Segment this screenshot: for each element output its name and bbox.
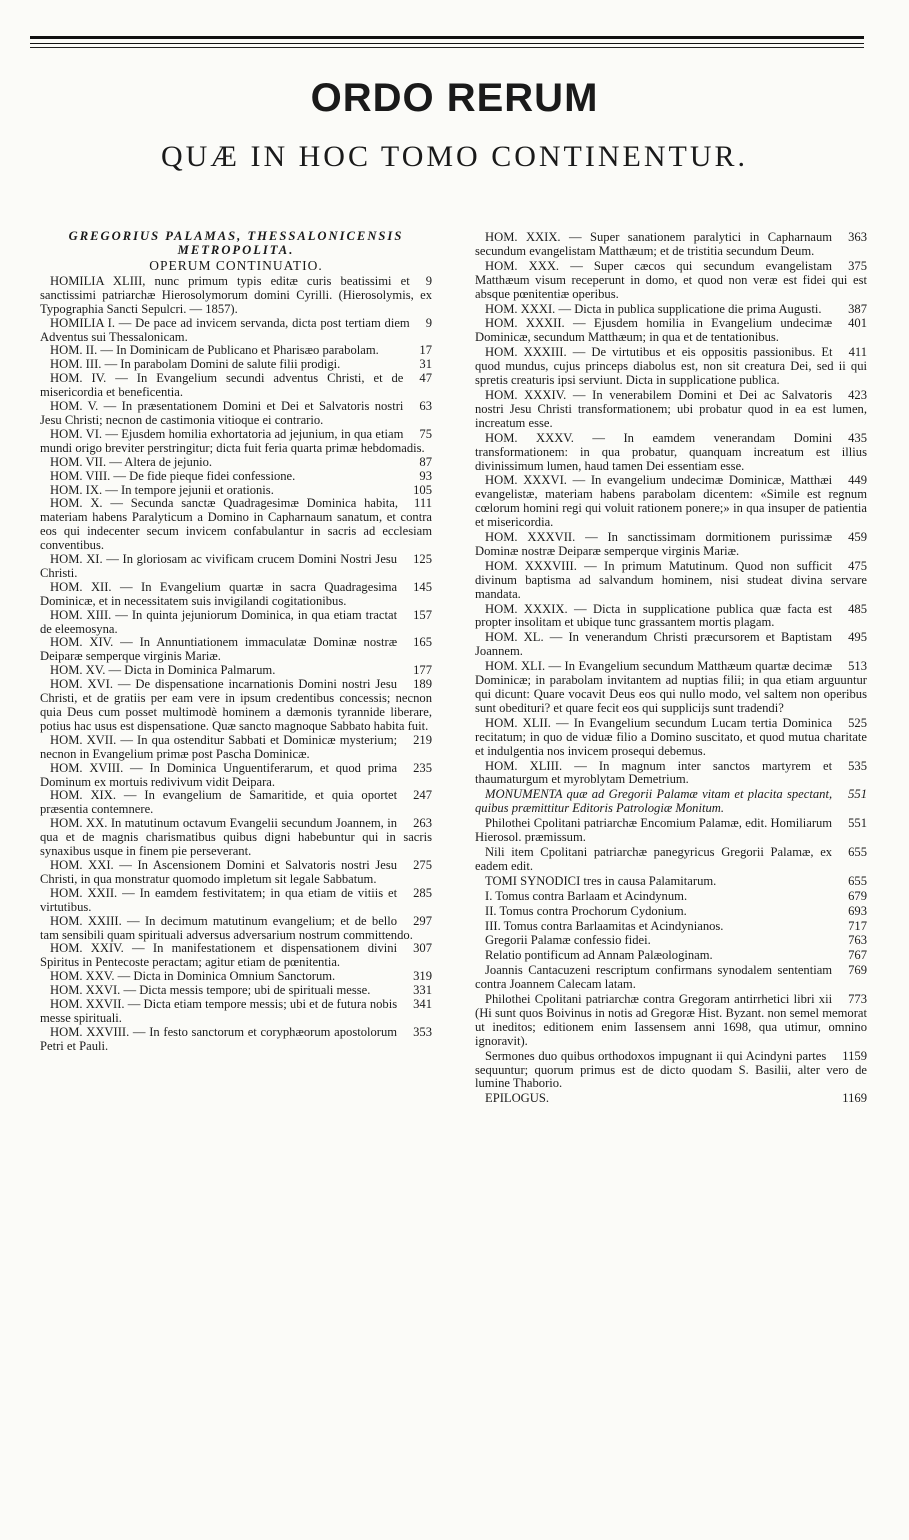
toc-entry-text: HOM. XXI. — In Ascensionem Domini et Salvatoris nostri Jesu Christi, in qua monstratur quomodo impletum sit legale Sabbatum. bbox=[40, 857, 398, 886]
toc-entry-text: HOM. XIV. — In Annuntiationem immaculatæ Dominæ nostræ Deiparæ semperque virginis Mariæ. bbox=[40, 635, 398, 664]
toc-entry bbox=[475, 531, 867, 559]
toc-page-number: 93 bbox=[419, 468, 432, 483]
toc-entry bbox=[40, 275, 432, 317]
toc-page-number: 387 bbox=[848, 301, 867, 316]
toc-entry bbox=[475, 717, 867, 759]
toc-entry bbox=[40, 400, 432, 428]
toc-page-number: 165 bbox=[413, 635, 432, 650]
toc-page-number: 375 bbox=[848, 258, 867, 273]
toc-entry bbox=[40, 678, 432, 734]
toc-entry-text: HOM. XXXIV. — In venerabilem Domini et Dei ac Salvatoris nostri Jesu Christi transformationem; ubi probatur quod in ea est lumen, increatum esse. bbox=[475, 387, 867, 430]
toc-entry bbox=[40, 664, 432, 678]
toc-page-number: 459 bbox=[848, 530, 867, 545]
toc-page-number: 9 bbox=[425, 315, 432, 330]
toc-page-number: 679 bbox=[848, 888, 867, 903]
toc-page-number: 513 bbox=[848, 659, 867, 674]
toc-entry-text: HOMILIA XLIII, nunc primum typis editæ curis beatissimi et sanctissimi patriarchæ Hierosolymorum domini Cyrilli. (Hierosolymis, ex Typographia Sancti Sepulcri. — 1857). bbox=[40, 273, 432, 316]
toc-entry-text: Joannis Cantacuzeni rescriptum confirmans synodalem sententiam contra Joannem Calecam latam. bbox=[475, 963, 833, 992]
toc-entry bbox=[475, 317, 867, 345]
toc-page-number: 263 bbox=[413, 816, 432, 831]
toc-entry-text: HOM. XXXVII. — In sanctissimam dormitionem purissimæ Dominæ nostræ Deiparæ semperque virginis Mariæ. bbox=[475, 530, 833, 558]
toc-entry bbox=[475, 760, 867, 788]
toc-entry-text: HOM. XXX. — Super cæcos qui secundum evangelistam Matthæum visum receperunt in domo, et quod non veræ est fidei qui est absque pœnitentiæ operibus. bbox=[475, 258, 867, 301]
toc-page-number: 401 bbox=[848, 316, 867, 331]
toc-entry-text: HOM. XL. — In venerandum Christi præcursorem et Baptistam Joannem. bbox=[475, 630, 833, 659]
toc-entry-text: EPILOGUS. bbox=[485, 1091, 550, 1106]
toc-entry-text: Philothei Cpolitani patriarchæ contra Gregoram antirrhetici libri xii (Hi sunt quos Boivinus in notis ad Gregoræ Hist. Byzant. non semel memorat ut ineditos; editionem enim Iassensem anni 1698, qua utimur, omnino ignoravit). bbox=[475, 992, 867, 1048]
toc-page-number: 693 bbox=[848, 903, 867, 918]
toc-page-number: 87 bbox=[419, 454, 432, 469]
toc-entry bbox=[475, 389, 867, 431]
toc-entry bbox=[475, 993, 867, 1049]
toc-entry-text: HOM. XXXIX. — Dicta in supplicatione publica quæ facta est propter insolitam et ubique tunc grassantem mortis plagam. bbox=[475, 601, 833, 630]
toc-entry bbox=[475, 1092, 867, 1106]
page-subtitle: QUÆ IN HOC TOMO CONTINENTUR. bbox=[160, 140, 749, 173]
toc-entry bbox=[475, 846, 867, 874]
toc-entry bbox=[40, 984, 432, 998]
toc-entry bbox=[40, 609, 432, 637]
toc-entry bbox=[40, 789, 432, 817]
toc-page-number: 495 bbox=[848, 630, 867, 645]
toc-entry bbox=[40, 817, 432, 859]
toc-entry bbox=[40, 358, 432, 372]
toc-page-number: 307 bbox=[413, 941, 432, 956]
left-column bbox=[40, 230, 432, 1054]
toc-page-number: 125 bbox=[413, 552, 432, 567]
toc-entry-text: HOM. XIX. — In evangelium de Samaritide, et quia oportet præsentia contemnere. bbox=[40, 788, 398, 817]
toc-entry-text: HOM. IX. — In tempore jejunii et orationis. bbox=[50, 482, 274, 497]
toc-entry bbox=[40, 456, 432, 470]
toc-entry-text: II. Tomus contra Prochorum Cydonium. bbox=[485, 903, 687, 918]
toc-entry-text: HOM. XXXVI. — In evangelium undecimæ Dominicæ, Matthæi evangelistæ, materiam habens parabolam dicentem: «Simile est regnum cœlorum homini regi qui voluit rationem ponere;» in qua insuper de patientia et misericordia. bbox=[475, 473, 867, 530]
toc-entry-text: TOMI SYNODICI tres in causa Palamitarum. bbox=[485, 873, 717, 888]
toc-entry-text: HOM. XVII. — In qua ostenditur Sabbati et Dominicæ mysterium; necnon in Evangelium primæ post Pascha Dominicæ. bbox=[40, 732, 398, 761]
toc-entry bbox=[475, 905, 867, 919]
toc-entry-text: Sermones duo quibus orthodoxos impugnant ii qui Acindyni partes sequuntur; quorum primus est de dicto quodam S. Basilii, alter vero de lumine Thaborio. bbox=[475, 1048, 867, 1091]
toc-entry-text: HOM. XXXI. — Dicta in publica supplicatione die prima Augusti. bbox=[485, 301, 822, 316]
toc-page-number: 319 bbox=[413, 969, 432, 984]
toc-page-number: 157 bbox=[413, 607, 432, 622]
toc-entry bbox=[475, 346, 867, 388]
toc-entry bbox=[475, 934, 867, 948]
toc-page-number: 551 bbox=[848, 787, 867, 802]
toc-entry-text: HOM. VI. — Ejusdem homilia exhortatoria ad jejunium, in qua etiam mundi origo breviter perstringitur; dicta fuit feria quarta primæ hebdomadis. bbox=[40, 426, 425, 455]
toc-entry bbox=[475, 303, 867, 317]
toc-page-number: 535 bbox=[848, 758, 867, 773]
toc-page-number: 655 bbox=[848, 873, 867, 888]
toc-entry bbox=[475, 660, 867, 716]
toc-page-number: 763 bbox=[848, 933, 867, 948]
toc-page-number: 189 bbox=[413, 677, 432, 692]
section-author: GREGORIUS PALAMAS, THESSALONICENSIS METROPOLITA. bbox=[68, 229, 404, 257]
toc-entry bbox=[40, 581, 432, 609]
toc-entry-text: HOM. XLI. — In Evangelium secundum Matthæum quartæ decimæ Dominicæ; in parabolam invitantem ad nuptias filii; in qua etiam arguuntur qui dicunt: Quare vocavit Deus eos qui nullo modo, vel saltem non operibus sunt obedituri? et quare fecit eos qui supplicijs sunt tradendi? bbox=[475, 659, 867, 715]
toc-entry bbox=[40, 762, 432, 790]
toc-page-number: 767 bbox=[848, 948, 867, 963]
toc-page-number: 341 bbox=[413, 997, 432, 1012]
toc-page-number: 297 bbox=[413, 913, 432, 928]
toc-entry bbox=[40, 970, 432, 984]
toc-page-number: 9 bbox=[425, 273, 432, 288]
toc-entry-text: HOM. XIII. — In quinta jejuniorum Dominica, in qua etiam tractat de eleemosyna. bbox=[40, 607, 398, 636]
toc-entry-text: HOM. III. — In parabolam Domini de salute filii prodigi. bbox=[50, 357, 341, 372]
toc-entry-text: HOM. XXVII. — Dicta etiam tempore messis; ubi et de futura nobis messe spirituali. bbox=[40, 997, 398, 1025]
right-column bbox=[475, 230, 867, 1106]
toc-page-number: 235 bbox=[413, 760, 432, 775]
toc-page-number: 1169 bbox=[842, 1091, 867, 1106]
toc-entry bbox=[475, 1050, 867, 1092]
toc-entry-text: Philothei Cpolitani patriarchæ Encomium Palamæ, edit. Homiliarum Hierosol. præmissum. bbox=[475, 816, 833, 845]
toc-entry bbox=[475, 949, 867, 963]
toc-entry-text: HOM. X. — Secunda sanctæ Quadragesimæ Dominica habita, materiam habens Paralyticum a Domino in Capharnaum sanatum, et contra eos qui indecenter secum invicem confabulantur in sacris ad ecclesiam conventibus. bbox=[40, 496, 432, 553]
toc-page-number: 111 bbox=[414, 496, 432, 511]
toc-entry-text: HOM. XXVIII. — In festo sanctorum et coryphæorum apostolorum Petri et Pauli. bbox=[40, 1024, 398, 1053]
toc-entry bbox=[40, 497, 432, 553]
toc-entry-text: HOM. XV. — Dicta in Dominica Palmarum. bbox=[50, 663, 276, 678]
toc-entry-text: Relatio pontificum ad Annam Palæologinam. bbox=[485, 948, 713, 963]
toc-entry bbox=[475, 231, 867, 259]
toc-entry-text: HOM. XVIII. — In Dominica Unguentiferarum, et quod prima Dominum ex mortuis redivivum vidit Deipara. bbox=[40, 760, 398, 789]
toc-entry bbox=[40, 428, 432, 456]
toc-entry-text: Gregorii Palamæ confessio fidei. bbox=[485, 933, 651, 948]
toc-entry-text: HOM. XXXIII. — De virtutibus et eis oppositis passionibus. Et quod mundus, cujus princeps diabolus est, non sit creatura Dei, sed ii qui spretis creaturis ipsi serviunt. Dicta in supplicatione publica. bbox=[475, 345, 867, 388]
toc-page-number: 525 bbox=[848, 715, 867, 730]
toc-entry-text: III. Tomus contra Barlaamitas et Acindynianos. bbox=[485, 918, 724, 933]
toc-entry bbox=[40, 470, 432, 484]
toc-entry-text: MONUMENTA quæ ad Gregorii Palamæ vitam et placita spectant, quibus præmittitur Editoris Patrologiæ Monitum. bbox=[475, 787, 833, 816]
toc-entry bbox=[475, 603, 867, 631]
toc-entry bbox=[40, 1026, 432, 1054]
toc-entry-text: HOM. XII. — In Evangelium quartæ in sacra Quadragesima Dominicæ, et in necessitatem suis invigilandi cogitationibus. bbox=[40, 579, 398, 608]
toc-entry-text: HOM. XVI. — De dispensatione incarnationis Domini nostri Jesu Christi, et de gratiis per eam vere in ipsum credentibus concessis; necnon quia Deus cum posset multimodè hominem a dæmonis tyrannide liberare, potius hac usus est dispensatione. Quæ sancto magnoque Sabbato habita fuit. bbox=[40, 677, 432, 733]
top-rule bbox=[30, 36, 864, 44]
right-entry-list bbox=[475, 231, 867, 1106]
toc-entry bbox=[40, 553, 432, 581]
toc-entry-text: HOM. XLIII. — In magnum inter sanctos martyrem et thaumaturgum et myroblytam Demetrium. bbox=[475, 758, 833, 787]
toc-page-number: 551 bbox=[848, 816, 867, 831]
toc-entry-text: HOM. VIII. — De fide pieque fidei confessione. bbox=[50, 468, 296, 483]
toc-entry bbox=[40, 915, 432, 943]
toc-entry bbox=[40, 734, 432, 762]
toc-page-number: 1159 bbox=[842, 1048, 867, 1063]
toc-entry-text: HOM. XLII. — In Evangelium secundum Lucam tertia Dominica recitatum; in quo de viduæ filio a Domino suscitato, et quod mutua charitate et indulgentia nos invicem prosequi debemus. bbox=[475, 715, 867, 758]
toc-entry bbox=[40, 942, 432, 970]
section-heading: OPERUM CONTINUATIO. bbox=[149, 258, 323, 273]
toc-page-number: 353 bbox=[413, 1024, 432, 1039]
toc-page-number: 177 bbox=[413, 663, 432, 678]
toc-page-number: 363 bbox=[848, 230, 867, 244]
toc-page-number: 485 bbox=[848, 601, 867, 616]
toc-entry-text: HOMILIA I. — De pace ad invicem servanda, dicta post tertiam diem Adventus sui Thessalonicam. bbox=[40, 315, 410, 344]
toc-entry bbox=[475, 474, 867, 530]
toc-entry bbox=[40, 484, 432, 498]
toc-page-number: 475 bbox=[848, 558, 867, 573]
toc-page-number: 285 bbox=[413, 885, 432, 900]
toc-entry-text: HOM. XXXII. — Ejusdem homilia in Evangelium undecimæ Dominicæ, secundum Matthæum; in qua et de tentationibus. bbox=[475, 316, 833, 345]
toc-entry-text: HOM. XXIII. — In decimum matutinum evangelium; et de bello tam sensibili quam spirituali adversus adversarium nostrum committendo. bbox=[40, 913, 413, 942]
toc-entry-text: HOM. XXXV. — In eamdem venerandam Domini transformationem: in qua probatur, quanquam increatum est illius divinissimum lumen, haud tamen Dei essentiam esse. bbox=[475, 430, 867, 473]
toc-page-number: 75 bbox=[419, 426, 432, 441]
toc-page-number: 449 bbox=[848, 473, 867, 488]
toc-page-number: 145 bbox=[413, 579, 432, 594]
toc-page-number: 423 bbox=[848, 387, 867, 402]
toc-entry-text: HOM. II. — In Dominicam de Publicano et Pharisæo parabolam. bbox=[50, 343, 379, 358]
toc-entry-text: Nili item Cpolitani patriarchæ panegyricus Gregorii Palamæ, ex eadem edit. bbox=[475, 844, 833, 873]
toc-page-number: 219 bbox=[413, 732, 432, 747]
toc-entry bbox=[475, 631, 867, 659]
toc-entry bbox=[40, 859, 432, 887]
toc-entry bbox=[475, 817, 867, 845]
toc-entry-text: HOM. XXIX. — Super sanationem paralytici in Capharnaum secundum evangelistam Matthæum; et de tristitia secundum Deum. bbox=[475, 230, 833, 258]
page-title: ORDO RERUM bbox=[310, 76, 599, 120]
toc-entry-text: HOM. XXII. — In eamdem festivitatem; in qua etiam de vitiis et virtutibus. bbox=[40, 885, 398, 914]
toc-entry bbox=[475, 788, 867, 816]
toc-entry bbox=[40, 372, 432, 400]
toc-entry bbox=[475, 920, 867, 934]
toc-entry-text: HOM. XXIV. — In manifestationem et dispensationem divini Spiritus in Pentecoste peractam; agitur etiam de pœnitentia. bbox=[40, 941, 398, 970]
toc-entry bbox=[475, 890, 867, 904]
toc-entry-text: HOM. XI. — In gloriosam ac vivificam crucem Domini Nostri Jesu Christi. bbox=[40, 552, 398, 580]
toc-page-number: 47 bbox=[419, 371, 432, 386]
toc-entry-text: HOM. IV. — In Evangelium secundi adventus Christi, et de misericordia et beneficentia. bbox=[40, 371, 404, 400]
toc-page-number: 435 bbox=[848, 430, 867, 445]
toc-entry-text: HOM. VII. — Altera de jejunio. bbox=[50, 454, 213, 469]
toc-page-number: 247 bbox=[413, 788, 432, 803]
toc-entry-text: HOM. XXXVIII. — In primum Matutinum. Quod non sufficit divinum baptisma ad salvandum hominem, nisi studeat divina servare mandata. bbox=[475, 558, 867, 601]
toc-page-number: 655 bbox=[848, 844, 867, 859]
toc-entry-text: HOM. XX. In matutinum octavum Evangelii secundum Joannem, in qua et de magnis charismatibus quibus digni habebuntur qui in sacris synaxibus usque in finem pie perseverant. bbox=[40, 816, 432, 859]
toc-entry bbox=[475, 432, 867, 474]
toc-page-number: 411 bbox=[848, 345, 867, 360]
toc-entry-text: HOM. XXV. — Dicta in Dominica Omnium Sanctorum. bbox=[50, 969, 336, 984]
toc-entry-text: HOM. XXVI. — Dicta messis tempore; ubi de spirituali messe. bbox=[50, 983, 371, 998]
toc-entry bbox=[475, 875, 867, 889]
toc-entry-text: I. Tomus contra Barlaam et Acindynum. bbox=[485, 888, 688, 903]
toc-page-number: 17 bbox=[419, 343, 432, 358]
toc-entry bbox=[40, 344, 432, 358]
toc-entry bbox=[475, 260, 867, 302]
toc-page-number: 717 bbox=[848, 918, 867, 933]
toc-entry bbox=[40, 317, 432, 345]
toc-entry-text: HOM. V. — In præsentationem Domini et Dei et Salvatoris nostri Jesu Christi; necnon de castimonia vitioque ei contrario. bbox=[40, 399, 404, 427]
toc-entry bbox=[475, 964, 867, 992]
toc-entry bbox=[40, 998, 432, 1026]
toc-page-number: 63 bbox=[419, 399, 432, 414]
toc-page-number: 31 bbox=[419, 357, 432, 372]
toc-page-number: 773 bbox=[848, 992, 867, 1007]
toc-entry bbox=[475, 560, 867, 602]
toc-page-number: 769 bbox=[848, 963, 867, 978]
toc-entry bbox=[40, 887, 432, 915]
toc-entry bbox=[40, 636, 432, 664]
left-entry-list bbox=[40, 275, 432, 1054]
toc-page-number: 331 bbox=[413, 983, 432, 998]
toc-page-number: 105 bbox=[413, 482, 432, 497]
toc-page-number: 275 bbox=[413, 857, 432, 872]
